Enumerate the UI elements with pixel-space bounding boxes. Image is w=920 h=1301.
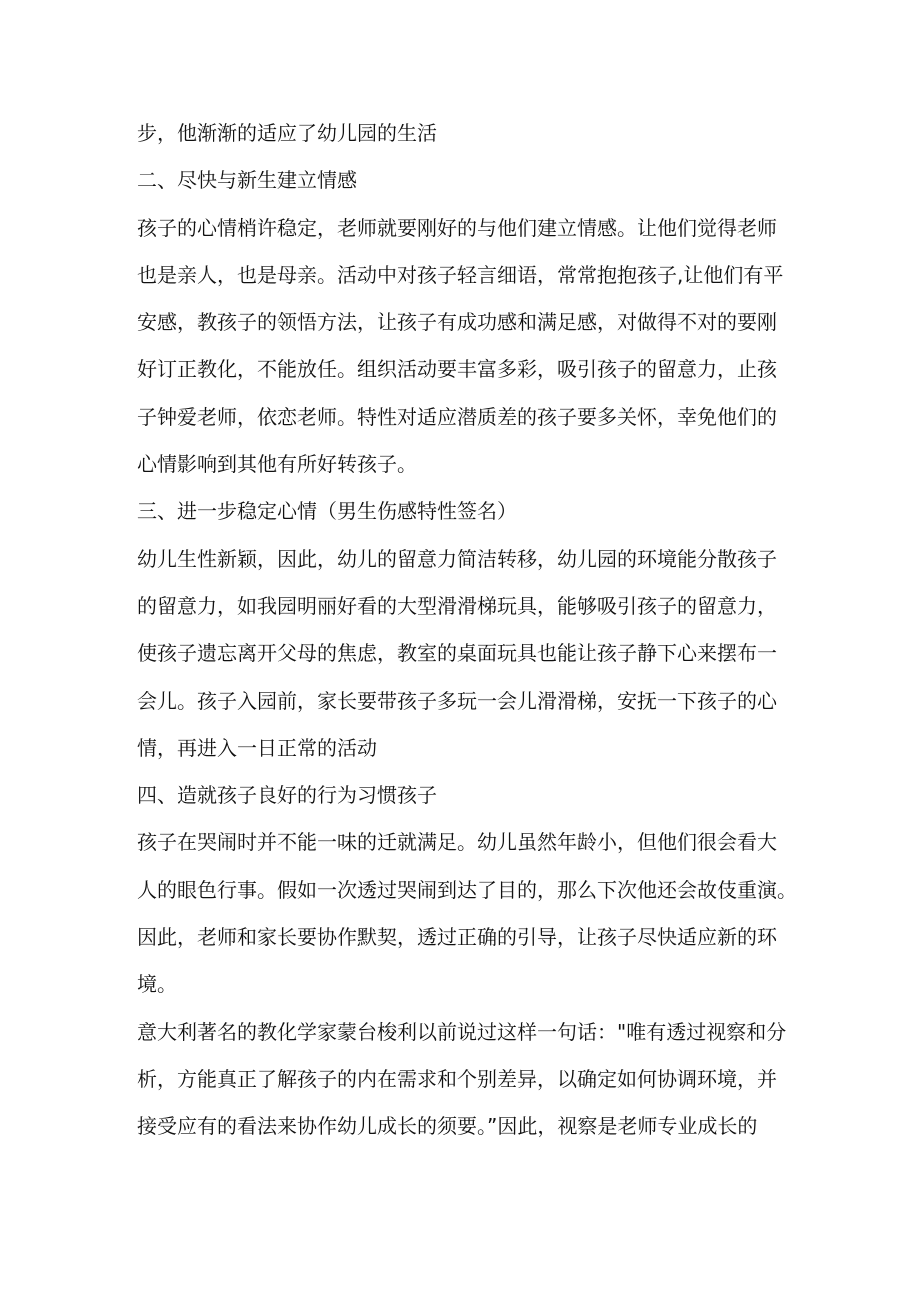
text-line: 情，再进入一日正常的活动 [137, 735, 377, 760]
section-heading-2: 二、尽快与新生建立情感 [137, 168, 357, 193]
text-line: 孩子在哭闹时并不能一味的迁就满足。幼儿虽然年龄小，但他们很会看大 [137, 830, 777, 855]
text-line: 会儿。孩子入园前，家长要带孩子多玩一会儿滑滑梯，安抚一下孩子的心 [137, 688, 777, 713]
text-line: 的留意力，如我园明丽好看的大型滑滑梯玩具，能够吸引孩子的留意力， [137, 593, 777, 618]
text-line: 接受应有的看法来协作幼儿成长的须要。”因此，视察是老师专业成长的 [137, 1114, 758, 1139]
text-line: 好订正教化，不能放任。组织活动要丰富多彩，吸引孩子的留意力，止孩 [137, 357, 777, 382]
text-line: 意大利著名的教化学家蒙台梭利以前说过这样一句话："唯有透过视察和分 [137, 1019, 787, 1044]
text-line: 因此，老师和家长要协作默契，透过正确的引导，让孩子尽快适应新的环 [137, 925, 777, 950]
text-line: 孩子的心情梢许稳定，老师就要刚好的与他们建立情感。让他们觉得老师 [137, 215, 777, 240]
text-line: 安感，教孩子的领悟方法，让孩子有成功感和满足感，对做得不对的要刚 [137, 310, 777, 335]
text-line: 使孩子遗忘离开父母的焦虑，教室的桌面玩具也能让孩子静下心来摆布一 [137, 641, 777, 666]
document-body [137, 110, 797, 1151]
text-line: 子钟爱老师，依恋老师。特性对适应潜质差的孩子要多关怀，幸免他们的 [137, 404, 777, 429]
section-heading-3: 三、进一步稳定心情（男生伤感特性签名） [137, 499, 517, 524]
text-line: 也是亲人，也是母亲。活动中对孩子轻言细语，常常抱抱孩子,让他们有平 [137, 262, 784, 287]
text-line: 境。 [137, 972, 177, 997]
text-line: 心情影响到其他有所好转孩子。 [137, 452, 417, 477]
text-line: 析，方能真正了解孩子的内在需求和个别差异，以确定如何协调环境，并 [137, 1066, 777, 1091]
text-line: 步，他渐渐的适应了幼儿园的生活 [137, 121, 437, 145]
text-line: 幼儿生性新颖，因此，幼儿的留意力简洁转移，幼儿园的环境能分散孩子 [137, 546, 777, 571]
text-line: 人的眼色行事。假如一次透过哭闹到达了目的，那么下次他还会故伎重演。 [137, 877, 797, 902]
section-heading-4: 四、造就孩子良好的行为习惯孩子 [137, 783, 437, 808]
